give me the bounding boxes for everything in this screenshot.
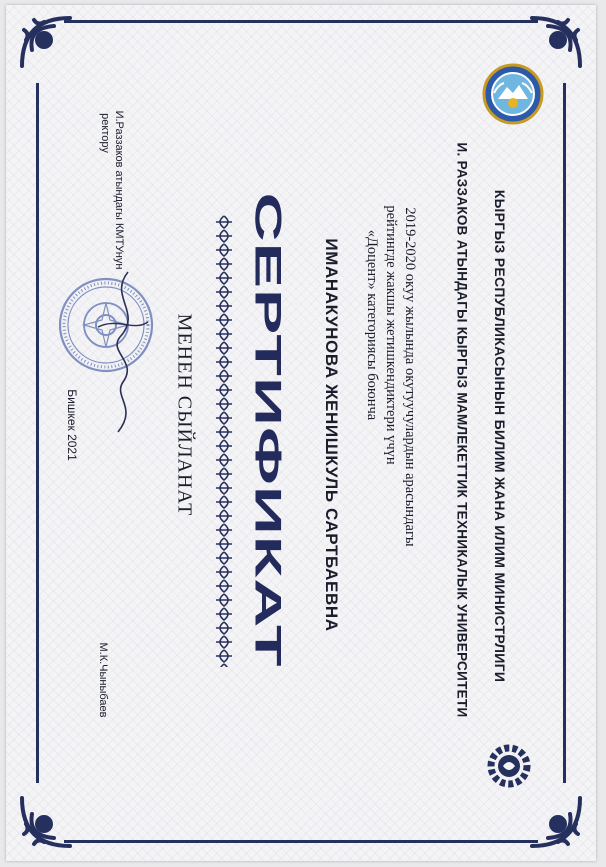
award-line: МЕНЕН СЫЙЛАНАТ	[173, 313, 196, 517]
frame-top	[64, 20, 538, 23]
signatory-name: М.К.Чыныбаев	[97, 642, 109, 718]
ornament-strip-icon	[213, 215, 235, 667]
signatory-title-1: И.Раззаков атындагы КМТУнун	[113, 110, 125, 270]
city-year: Бишкек 2021	[65, 389, 79, 461]
certificate-paper	[6, 5, 596, 861]
corner-ornament-icon	[524, 790, 588, 854]
certificate-title: СЕРТИФИКАТ	[247, 192, 289, 668]
frame-left	[36, 83, 39, 783]
body-line-1: 2019-2020 окуу жылында окутуучулардын арасындагы	[402, 207, 418, 547]
signature-icon	[88, 267, 158, 437]
signatory-title-2: ректору	[99, 113, 111, 153]
university-header: И. РАЗЗАКОВ АТЫНДАГЫ КЫРГЫЗ МАМЛЕКЕТТИК ТЕХНИКАЛЫК УНИВЕРСИТЕТИ	[454, 142, 470, 718]
ministry-header: КЫРГЫЗ РЕСПУБЛИКАСЫНЫН БИЛИМ ЖАНА ИЛИМ МИНИСТРЛИГИ	[492, 189, 508, 683]
body-line-3: «Доцент» категориясы боюнча	[364, 229, 380, 421]
frame-bottom	[64, 840, 538, 843]
corner-ornament-icon	[14, 10, 78, 74]
frame-right	[563, 83, 566, 783]
body-line-2: рейтингде жакшы жетишкендиктери үчүн	[383, 205, 399, 465]
university-logo-icon	[483, 740, 535, 792]
recipient-name: ИМАНАКУНОВА ЖЕНИШКУЛЬ САРТБАЕВНА	[322, 238, 341, 632]
corner-ornament-icon	[14, 790, 78, 854]
